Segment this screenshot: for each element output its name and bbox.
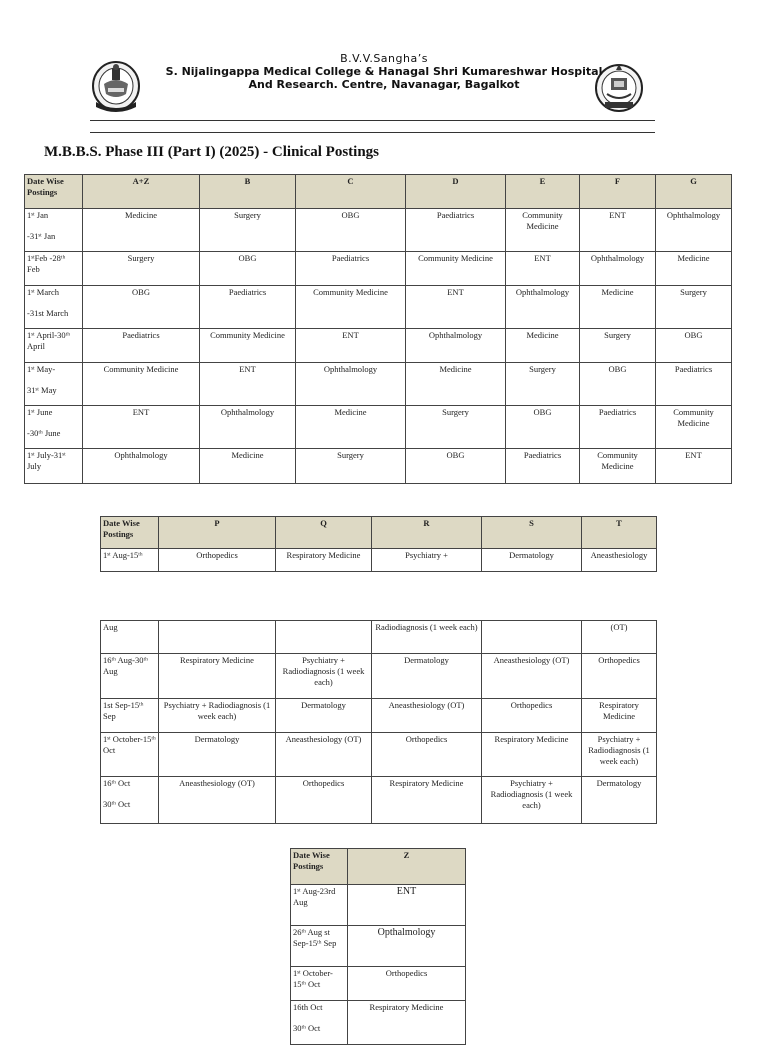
table-row [25,363,732,406]
table-row [291,926,466,967]
table-cell: ENT [200,363,296,406]
table-cell: Respiratory Medicine [372,777,482,824]
table-cell: Respiratory Medicine [348,1001,466,1045]
table-cell: Psychiatry + Radiodiagnosis (1 week each) [276,654,372,699]
table-cell: Community Medicine [200,329,296,363]
table-cell: OBG [83,286,200,329]
date-cell [25,209,83,252]
table-cell: Orthopedics [276,777,372,824]
date-text: 1ˢᵗ March [27,287,59,297]
column-header: G [656,175,732,209]
table-cell: OBG [656,329,732,363]
table-cell: Respiratory Medicine [276,549,372,572]
column-header: Date Wise Postings [291,849,348,885]
header-divider-top [90,120,655,121]
table-cell: ENT [580,209,656,252]
table-cell: ENT [506,252,580,286]
table-cell: ENT [406,286,506,329]
table-cell: Ophthalmology [200,406,296,449]
postings-table-main [24,174,732,484]
date-cell: 1ˢᵗ Aug-23rd Aug [291,885,348,926]
column-header: Q [276,517,372,549]
table-cell: Medicine [406,363,506,406]
table-cell: Ophthalmology [656,209,732,252]
table-cell: Aneasthesiology (OT) [276,733,372,777]
table-cell: Radiodiagnosis (1 week each) [372,621,482,654]
column-header: C [296,175,406,209]
table-cell: Paediatrics [200,286,296,329]
table-cell: Opthalmology [348,926,466,967]
table-cell: Dermatology [276,699,372,733]
table-cell: Psychiatry + [372,549,482,572]
table-cell: Aneasthesiology (OT) [482,654,582,699]
table-cell: Paediatrics [296,252,406,286]
column-header: T [582,517,657,549]
column-header: B [200,175,296,209]
table-cell: Dermatology [482,549,582,572]
column-header: E [506,175,580,209]
table-cell [159,621,276,654]
table-cell: Ophthalmology [580,252,656,286]
table-cell: Community Medicine [656,406,732,449]
table-cell: Ophthalmology [406,329,506,363]
table-cell: Psychiatry + Radiodiagnosis (1 week each) [482,777,582,824]
table-cell: Aneasthesiology (OT) [372,699,482,733]
table-header-row [291,849,466,885]
date-text: 16th Oct [293,1002,323,1012]
date-text: 16ᵗʰ Oct [103,778,131,788]
table-cell: Psychiatry + Radiodiagnosis (1 week each) [159,699,276,733]
table-cell: Surgery [406,406,506,449]
table-cell: Medicine [200,449,296,484]
table-row [25,286,732,329]
table-row [25,329,732,363]
table-cell: ENT [83,406,200,449]
table-cell: Medicine [656,252,732,286]
table-row [291,885,466,926]
table-cell: Community Medicine [506,209,580,252]
table-cell: OBG [506,406,580,449]
column-header: R [372,517,482,549]
date-text: 1ˢᵗ July-31ˢᵗ July [27,450,66,471]
table-cell: Psychiatry + Radiodiagnosis (1 week each) [582,733,657,777]
date-cell [25,329,83,363]
header-divider-bottom [90,132,655,133]
column-header: Date Wise Postings [101,517,159,549]
table-row [101,699,657,733]
table-cell: Respiratory Medicine [582,699,657,733]
table-row [101,621,657,654]
table-cell: Surgery [580,329,656,363]
table-row [291,967,466,1001]
date-text: -31st March [27,308,69,318]
table-cell [482,621,582,654]
table-cell: Community Medicine [406,252,506,286]
table-cell: Surgery [200,209,296,252]
table-header-row [101,517,657,549]
table-cell: Respiratory Medicine [159,654,276,699]
table-cell: Medicine [296,406,406,449]
table-cell: Community Medicine [83,363,200,406]
table-cell: Ophthalmology [506,286,580,329]
table-cell: Dermatology [372,654,482,699]
table-cell: Aneasthesiology (OT) [159,777,276,824]
table-row [101,654,657,699]
table-cell: Community Medicine [296,286,406,329]
date-cell: 1ˢᵗ October-15ᵗʰ Oct [291,967,348,1001]
column-header: S [482,517,582,549]
date-text: 1ˢᵗ April-30ᵗʰ April [27,330,70,351]
column-header: Date Wise Postings [25,175,83,209]
postings-table-pt [100,516,657,572]
column-header: F [580,175,656,209]
table-cell: Surgery [506,363,580,406]
date-cell: 1ˢᵗ October-15ᵗʰ Oct [101,733,159,777]
table-header-row [25,175,732,209]
date-cell: 1st Sep-15ᵗʰ Sep [101,699,159,733]
date-cell: 1ˢᵗ Aug-15ᵗʰ [101,549,159,572]
table-cell: Medicine [83,209,200,252]
date-text: -30ᵗʰ June [27,428,61,438]
table-cell: OBG [296,209,406,252]
table-cell: ENT [656,449,732,484]
table-cell: Paediatrics [506,449,580,484]
table-cell: OBG [200,252,296,286]
table-cell: OBG [406,449,506,484]
postings-table-pt-continued [100,620,657,824]
date-text: 1ˢᵗFeb -28ᵗʰ Feb [27,253,66,274]
date-cell [25,286,83,329]
date-text: 30ᵗʰ Oct [293,1023,321,1033]
header-line-3: And Research. Centre, Navanagar, Bagalkot [248,78,520,91]
date-cell [25,252,83,286]
table-cell: Orthopedics [348,967,466,1001]
table-cell: Community Medicine [580,449,656,484]
table-cell: Aneasthesiology [582,549,657,572]
table-cell: Orthopedics [372,733,482,777]
institution-header [0,52,768,91]
date-text: 30ᵗʰ Oct [103,799,131,809]
table-cell: OBG [580,363,656,406]
table-row [25,209,732,252]
table-cell [276,621,372,654]
table-cell: Medicine [506,329,580,363]
date-text: 1ˢᵗ May- [27,364,56,374]
header-line-1: B.V.V.Sangha’s [340,52,428,65]
table-cell: Dermatology [582,777,657,824]
table-row [101,549,657,572]
date-cell: 26ᵗʰ Aug st Sep-15ᵗʰ Sep [291,926,348,967]
date-cell: 16ᵗʰ Aug-30ᵗʰ Aug [101,654,159,699]
table-cell: Orthopedics [159,549,276,572]
table-cell: Paediatrics [580,406,656,449]
date-cell: Aug [101,621,159,654]
postings-table-z [290,848,466,1045]
table-cell: Paediatrics [656,363,732,406]
date-cell [25,406,83,449]
table-cell: Surgery [83,252,200,286]
table-cell: ENT [296,329,406,363]
table-cell: Paediatrics [83,329,200,363]
date-text: -31ˢᵗ Jan [27,231,56,241]
table-cell: Orthopedics [482,699,582,733]
table-cell: Ophthalmology [296,363,406,406]
table-row [101,733,657,777]
table-cell: Dermatology [159,733,276,777]
date-cell [291,1001,348,1045]
table-cell: Medicine [580,286,656,329]
column-header: P [159,517,276,549]
table-cell: Surgery [296,449,406,484]
date-cell [101,777,159,824]
date-text: 1ˢᵗ June [27,407,53,417]
table-row [291,1001,466,1045]
table-cell: Paediatrics [406,209,506,252]
table-cell: Ophthalmology [83,449,200,484]
column-header: D [406,175,506,209]
table-cell: Respiratory Medicine [482,733,582,777]
table-row [25,252,732,286]
table-cell: ENT [348,885,466,926]
date-text: 31ˢᵗ May [27,385,57,395]
table-row [25,406,732,449]
table-row [101,777,657,824]
column-header: A+Z [83,175,200,209]
table-cell: Orthopedics [582,654,657,699]
column-header: Z [348,849,466,885]
table-cell: (OT) [582,621,657,654]
page-title: M.B.B.S. Phase III (Part I) (2025) - Clinical Postings [44,144,379,160]
date-cell [25,449,83,484]
date-cell [25,363,83,406]
table-cell: Surgery [656,286,732,329]
header-line-2: S. Nijalingappa Medical College & Hanagal Shri Kumareshwar Hospital [165,65,603,78]
table-row [25,449,732,484]
date-text: 1ˢᵗ Jan [27,210,49,220]
